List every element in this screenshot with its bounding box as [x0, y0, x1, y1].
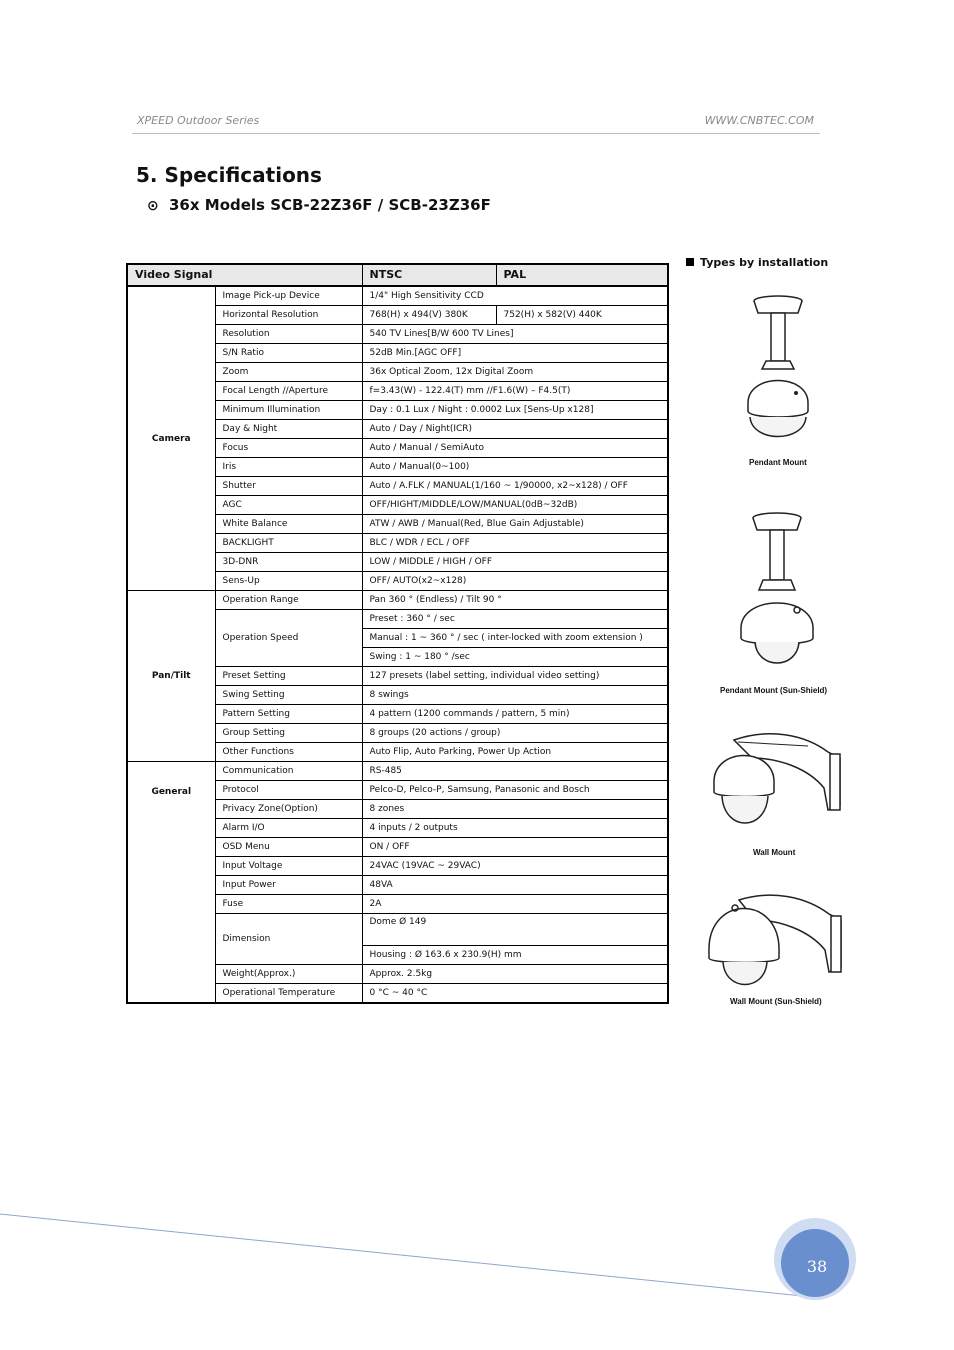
wall-mount-caption: Wall Mount: [753, 848, 796, 857]
row-label: Protocol: [215, 781, 362, 800]
row-label: Weight(Approx.): [215, 965, 362, 984]
row-label: Operation Speed: [215, 610, 362, 667]
header-pal: PAL: [496, 264, 668, 286]
header-ntsc: NTSC: [362, 264, 496, 286]
wall-sunshield-caption: Wall Mount (Sun-Shield): [730, 997, 822, 1006]
row-value: ATW / AWB / Manual(Red, Blue Gain Adjustable): [362, 515, 668, 534]
row-label: Pattern Setting: [215, 705, 362, 724]
row-value: OFF/HIGHT/MIDDLE/LOW/MANUAL(0dB~32dB): [362, 496, 668, 515]
row-value: Pelco-D, Pelco-P, Samsung, Panasonic and Bosch: [362, 781, 668, 800]
row-label: Operational Temperature: [215, 984, 362, 1004]
row-value: 540 TV Lines[B/W 600 TV Lines]: [362, 325, 668, 344]
row-value: Auto / A.FLK / MANUAL(1/160 ~ 1/90000, x2~x128) / OFF: [362, 477, 668, 496]
group-pantilt: Pan/Tilt: [127, 591, 215, 762]
row-value: ON / OFF: [362, 838, 668, 857]
row-value: 0 °C ~ 40 °C: [362, 984, 668, 1004]
row-label: Operation Range: [215, 591, 362, 610]
row-value: Preset : 360 ° / sec: [362, 610, 668, 629]
section-title: 5. Specifications: [136, 163, 322, 187]
row-label: Input Voltage: [215, 857, 362, 876]
row-label: OSD Menu: [215, 838, 362, 857]
row-label: Zoom: [215, 363, 362, 382]
row-value: f=3.43(W) - 122.4(T) mm //F1.6(W) – F4.5(T): [362, 382, 668, 401]
circle-dot-icon: ⊙: [147, 198, 159, 214]
row-value: Housing : Ø 163.6 x 230.9(H) mm: [362, 946, 668, 965]
row-label: Preset Setting: [215, 667, 362, 686]
row-value: Pan 360 ° (Endless) / Tilt 90 °: [362, 591, 668, 610]
row-label: Iris: [215, 458, 362, 477]
row-label: AGC: [215, 496, 362, 515]
row-value: 127 presets (label setting, individual video setting): [362, 667, 668, 686]
row-value: 2A: [362, 895, 668, 914]
row-label: Focal Length //Aperture: [215, 382, 362, 401]
installation-heading-text: Types by installation: [700, 256, 829, 269]
row-value: Swing : 1 ~ 180 ° /sec: [362, 648, 668, 667]
row-label: Dimension: [215, 914, 362, 965]
row-value: 48VA: [362, 876, 668, 895]
row-label: Fuse: [215, 895, 362, 914]
row-value: Dome Ø 149: [362, 914, 668, 946]
row-label: Image Pick-up Device: [215, 286, 362, 306]
row-value: RS-485: [362, 762, 668, 781]
row-label: Day & Night: [215, 420, 362, 439]
header-video-signal: Video Signal: [127, 264, 362, 286]
row-value: 4 pattern (1200 commands / pattern, 5 min): [362, 705, 668, 724]
row-value: 52dB Min.[AGC OFF]: [362, 344, 668, 363]
row-value: Approx. 2.5kg: [362, 965, 668, 984]
row-value: OFF/ AUTO(x2~x128): [362, 572, 668, 591]
subtitle-text: 36x Models SCB-22Z36F / SCB-23Z36F: [169, 196, 491, 214]
row-label: Alarm I/O: [215, 819, 362, 838]
row-value: 4 inputs / 2 outputs: [362, 819, 668, 838]
row-label: Communication: [215, 762, 362, 781]
row-value-pal: 752(H) x 582(V) 440K: [496, 306, 668, 325]
row-value: Auto Flip, Auto Parking, Power Up Action: [362, 743, 668, 762]
row-label: Sens-Up: [215, 572, 362, 591]
group-camera: Camera: [127, 286, 215, 591]
row-value: 24VAC (19VAC ~ 29VAC): [362, 857, 668, 876]
row-label: 3D-DNR: [215, 553, 362, 572]
row-label: Minimum Illumination: [215, 401, 362, 420]
row-label: Horizontal Resolution: [215, 306, 362, 325]
row-value: 8 swings: [362, 686, 668, 705]
row-value: Auto / Manual(0~100): [362, 458, 668, 477]
row-value: Manual : 1 ~ 360 ° / sec ( inter-locked with zoom extension ): [362, 629, 668, 648]
group-general: General: [127, 762, 215, 1004]
row-value: LOW / MIDDLE / HIGH / OFF: [362, 553, 668, 572]
row-value: 36x Optical Zoom, 12x Digital Zoom: [362, 363, 668, 382]
row-value-ntsc: 768(H) x 494(V) 380K: [362, 306, 496, 325]
row-label: Other Functions: [215, 743, 362, 762]
row-label: Shutter: [215, 477, 362, 496]
row-label: Privacy Zone(Option): [215, 800, 362, 819]
row-value: 8 zones: [362, 800, 668, 819]
row-value: Auto / Manual / SemiAuto: [362, 439, 668, 458]
row-label: White Balance: [215, 515, 362, 534]
header-series: XPEED Outdoor Series: [137, 114, 260, 127]
row-label: BACKLIGHT: [215, 534, 362, 553]
row-label: Input Power: [215, 876, 362, 895]
row-value: BLC / WDR / ECL / OFF: [362, 534, 668, 553]
page-number: 38: [806, 1257, 828, 1276]
row-label: Resolution: [215, 325, 362, 344]
row-label: S/N Ratio: [215, 344, 362, 363]
row-label: Group Setting: [215, 724, 362, 743]
row-label: Focus: [215, 439, 362, 458]
pendant-sunshield-caption: Pendant Mount (Sun-Shield): [720, 686, 828, 695]
pendant-mount-caption: Pendant Mount: [749, 458, 807, 467]
row-label: Swing Setting: [215, 686, 362, 705]
row-value: 1/4" High Sensitivity CCD: [362, 286, 668, 306]
header-website: WWW.CNBTEC.COM: [704, 114, 814, 127]
row-value: Day : 0.1 Lux / Night : 0.0002 Lux [Sens-Up x128]: [362, 401, 668, 420]
row-value: 8 groups (20 actions / group): [362, 724, 668, 743]
row-value: Auto / Day / Night(ICR): [362, 420, 668, 439]
